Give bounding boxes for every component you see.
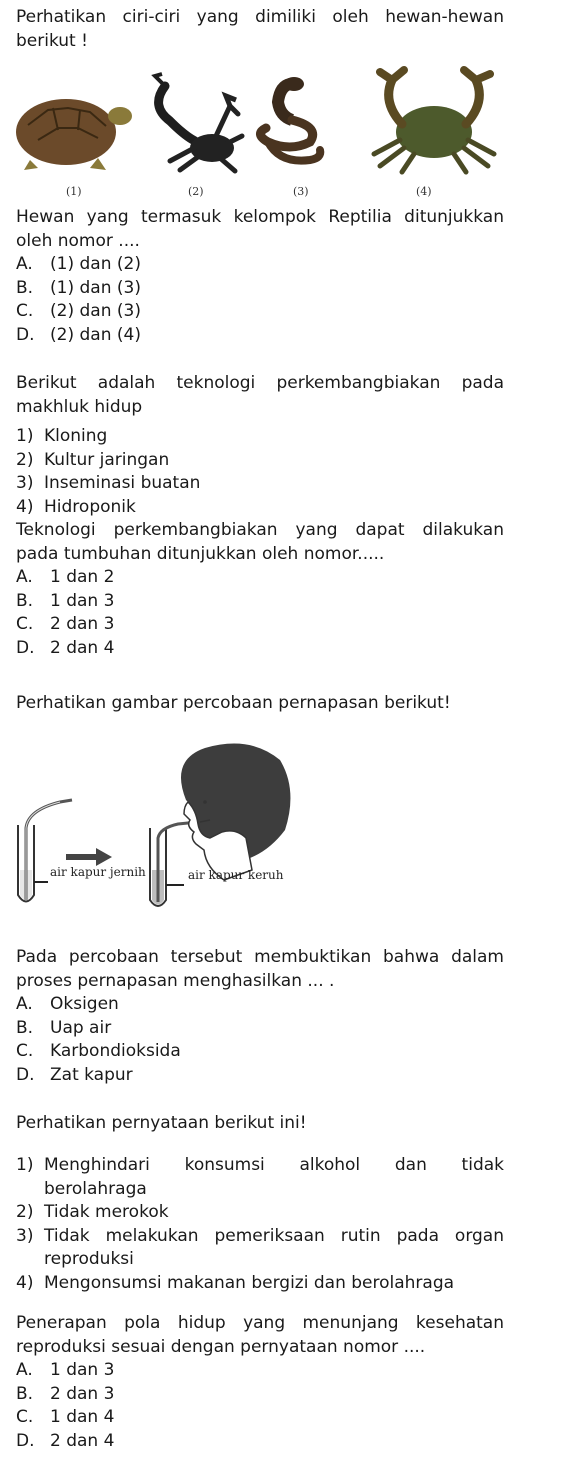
q3-question (16, 946, 504, 1087)
q4-item-1: 1) Menghindari konsumsi alkohol dan tidak berolahraga (16, 1155, 504, 1199)
q1-intro-line1: Perhatikan ciri-ciri yang dimiliki oleh hewan-hewan (16, 7, 504, 27)
q4-item-3: 3) Tidak melakukan pemeriksaan rutin pada organ reproduksi (16, 1225, 504, 1269)
q1-question (16, 206, 504, 347)
label-clear-limewater: air kapur jernih (50, 865, 146, 879)
q2-intro-line2: makhluk hidup (16, 396, 143, 417)
q3-option-d[interactable]: D. Zat kapur (16, 1064, 133, 1085)
q2-question-line1: Teknologi perkembangbiakan yang dapat dilakukan (16, 520, 504, 540)
q2-option-d[interactable]: D. 2 dan 4 (16, 637, 115, 658)
caption-4: (4) (416, 185, 432, 198)
q1-option-c[interactable]: C. (2) dan (3) (16, 301, 141, 321)
q1-option-d[interactable]: D. (2) dan (4) (16, 324, 141, 345)
q4-intro: Perhatikan pernyataan berikut ini! (16, 1113, 307, 1133)
person-blowing-icon (181, 744, 290, 880)
q1-intro (16, 6, 504, 53)
q3-option-b[interactable]: B. Uap air (16, 1017, 112, 1038)
label-cloudy-limewater: air kapur keruh (188, 868, 284, 882)
q4-option-b[interactable]: B. 2 dan 3 (16, 1383, 115, 1404)
scorpion-icon (140, 66, 245, 176)
q1-intro-line2: berikut ! (16, 30, 88, 51)
q1-question-line2: oleh nomor .... (16, 230, 140, 251)
q2-item-2: 2) Kultur jaringan (16, 449, 170, 470)
q4-option-a[interactable]: A. 1 dan 3 (16, 1360, 115, 1380)
q4-question-line1: Penerapan pola hidup yang menunjang kesehatan (16, 1313, 504, 1333)
q4-item-2: 2) Tidak merokok (16, 1202, 169, 1222)
q2-option-b[interactable]: B. 1 dan 3 (16, 590, 115, 611)
q4-option-d[interactable]: D. 2 dan 4 (16, 1430, 115, 1451)
caption-1: (1) (66, 185, 82, 198)
q4-option-c[interactable]: C. 1 dan 4 (16, 1407, 115, 1427)
q2-intro-line1: Berikut adalah teknologi perkembangbiakan pada (16, 373, 504, 393)
q2-item-4: 4) Hidroponik (16, 496, 136, 517)
test-tube-clear-icon (18, 800, 72, 902)
q3-option-a[interactable]: A. Oksigen (16, 994, 119, 1014)
q4-item-4: 4) Mengonsumsi makanan bergizi dan berolahraga (16, 1272, 455, 1293)
q2-option-a[interactable]: A. 1 dan 2 (16, 567, 115, 587)
q4-statements (16, 1154, 504, 1295)
q3-intro: Perhatikan gambar percobaan pernapasan berikut! (16, 693, 451, 713)
caption-2: (2) (188, 185, 204, 198)
breathing-experiment-illustration (0, 740, 320, 925)
turtle-icon (8, 80, 133, 175)
q3-question-line2: proses pernapasan menghasilkan ... . (16, 970, 335, 991)
q3-option-c[interactable]: C. Karbondioksida (16, 1041, 181, 1061)
q1-question-line1: Hewan yang termasuk kelompok Reptilia ditunjukkan (16, 207, 504, 227)
q1-option-b[interactable]: B. (1) dan (3) (16, 277, 141, 298)
crab-icon (362, 62, 507, 177)
q3-question-line1: Pada percobaan tersebut membuktikan bahwa dalam (16, 947, 504, 967)
q4-question-line2: reproduksi sesuai dengan pernyataan nomor .... (16, 1336, 426, 1357)
q2-item-3: 3) Inseminasi buatan (16, 473, 201, 493)
caption-3: (3) (293, 185, 309, 198)
q2-block (16, 372, 504, 660)
q2-question-line2: pada tumbuhan ditunjukkan oleh nomor..... (16, 543, 385, 564)
q2-item-1: 1) Kloning (16, 426, 108, 446)
q2-option-c[interactable]: C. 2 dan 3 (16, 614, 115, 634)
cobra-icon (250, 72, 330, 172)
q1-option-a[interactable]: A. (1) dan (2) (16, 254, 141, 274)
q4-question (16, 1312, 504, 1453)
